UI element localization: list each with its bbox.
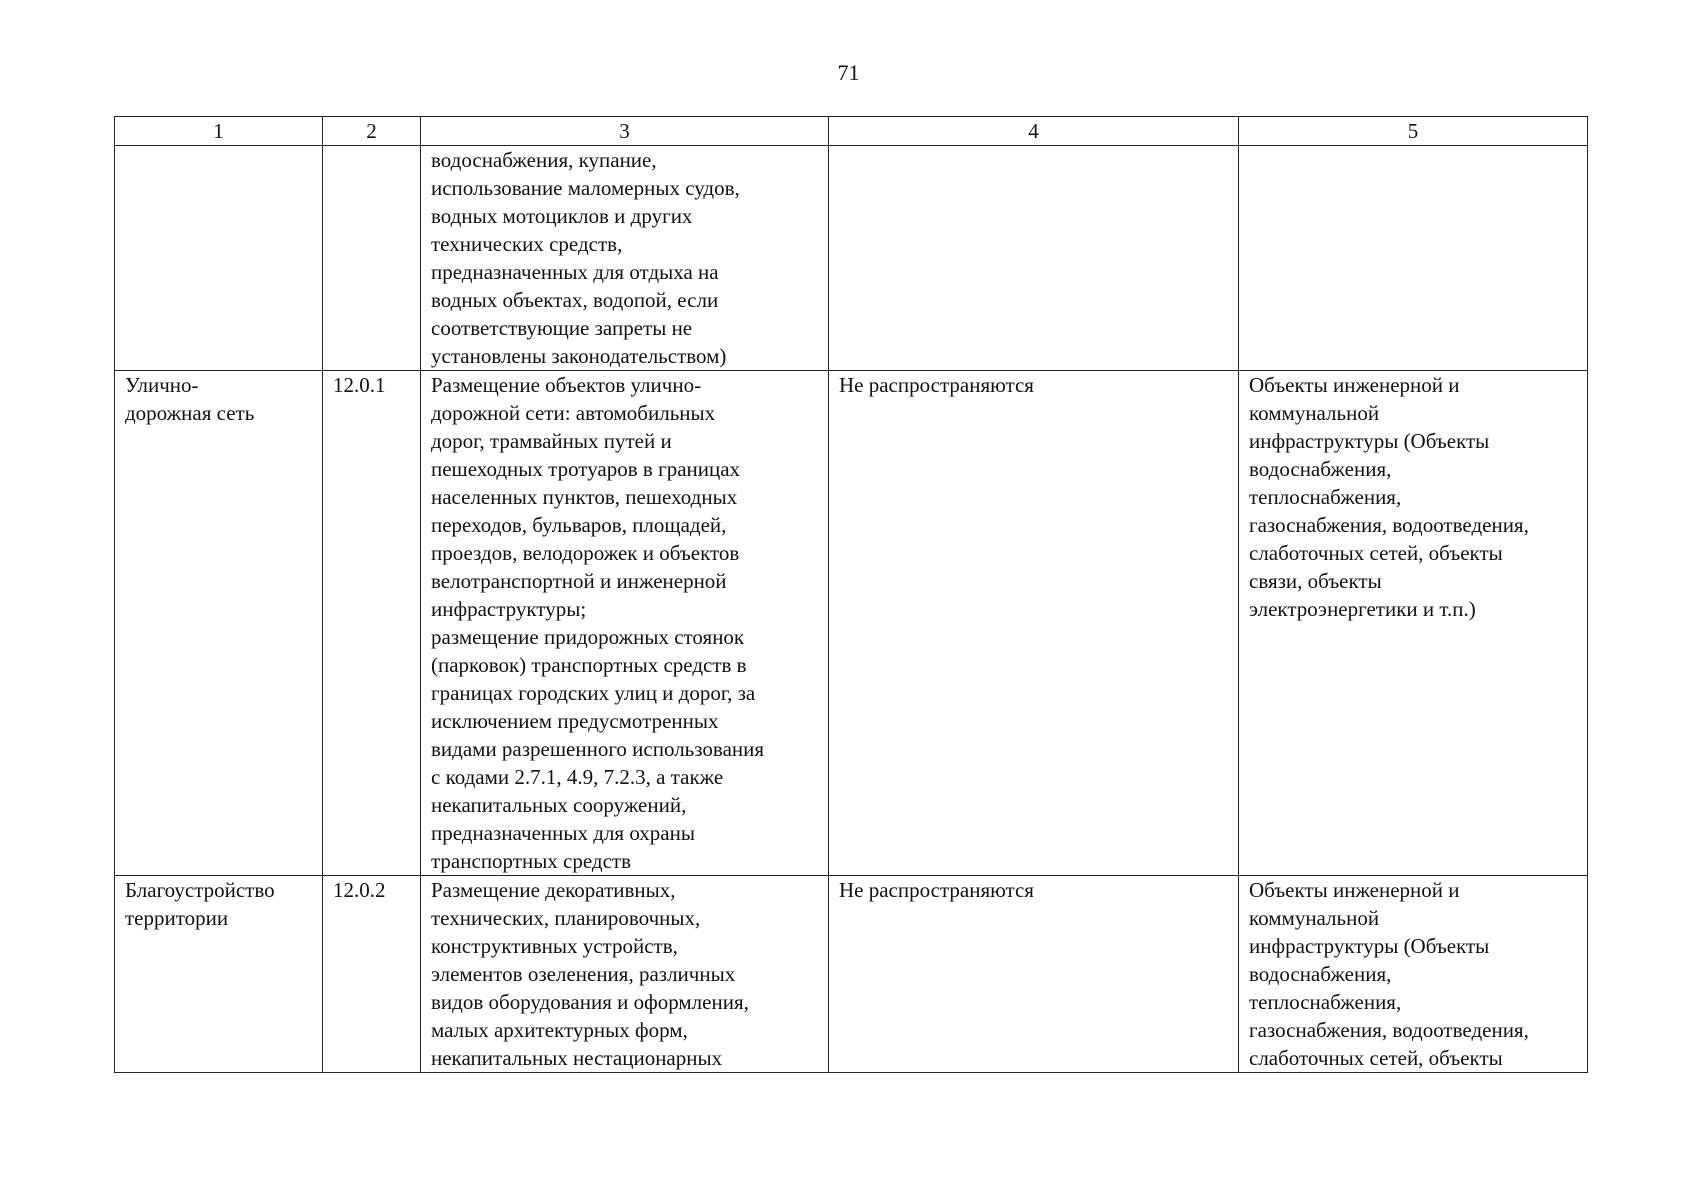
table-row <box>115 876 1588 1073</box>
description-text: водоснабжения, купание, использование маломерных судов, водных мотоциклов и других технических средств, предназначенных для отдыха на водных объектах, водопой, если соответствующие запреты не установлены законодательством) <box>431 148 740 368</box>
header-cell-1: 1 <box>115 117 323 146</box>
description-text: Размещение декоративных, технических, планировочных, конструктивных устройств, элементов озеленения, различных видов оборудования и оформления, малых архитектурных форм, некапитальных нестационарных <box>431 878 749 1070</box>
description-cell <box>421 371 829 876</box>
header-cell-2: 2 <box>323 117 421 146</box>
table-row <box>115 146 1588 371</box>
page-number: 71 <box>837 60 860 85</box>
code-cell <box>323 146 421 371</box>
column-5-cell <box>1239 146 1588 371</box>
column-5-cell <box>1239 876 1588 1073</box>
code-cell <box>323 371 421 876</box>
header-cell-3: 3 <box>421 117 829 146</box>
description-cell <box>421 876 829 1073</box>
column-4-cell <box>829 371 1239 876</box>
document-table <box>114 116 1588 1073</box>
column-4-cell <box>829 146 1239 371</box>
table-header-row <box>115 117 1588 146</box>
code-cell <box>323 876 421 1073</box>
name-cell <box>115 371 323 876</box>
column-5-text: Объекты инженерной и коммунальной инфраструктуры (Объекты водоснабжения, теплоснабжения, газоснабжения, водоотведения, слаботочных сетей, объекты связи, объекты электроэнергетики и т.п.) <box>1249 373 1529 621</box>
column-5-text: Объекты инженерной и коммунальной инфраструктуры (Объекты водоснабжения, теплоснабжения, газоснабжения, водоотведения, слаботочных сетей, объекты <box>1249 878 1529 1070</box>
header-cell-4: 4 <box>829 117 1239 146</box>
column-5-cell <box>1239 371 1588 876</box>
name-text: Благоустройство территории <box>125 878 275 930</box>
column-4-cell <box>829 876 1239 1073</box>
column-4-text: Не распространяются <box>839 878 1034 902</box>
description-cell <box>421 146 829 371</box>
name-cell <box>115 876 323 1073</box>
column-4-text: Не распространяются <box>839 373 1034 397</box>
code-text: 12.0.2 <box>333 878 386 902</box>
name-cell <box>115 146 323 371</box>
description-text: Размещение объектов улично- дорожной сети: автомобильных дорог, трамвайных путей и пешеходных тротуаров в границах населенных пунктов, пешеходных переходов, бульваров, площадей, проездов, велодорожек и объектов велотранспортной и инженерной инфраструктуры; размещение придорожных стоянок (парковок) транспортных средств в границах городских улиц и дорог, за исключением предусмотренных видами разрешенного использования с кодами 2.7.1, 4.9, 7.2.3, а также некапитальных сооружений, предназначенных для охраны транспортных средств <box>431 373 765 873</box>
code-text: 12.0.1 <box>333 373 386 397</box>
name-text: Улично- дорожная сеть <box>125 373 255 425</box>
header-cell-5: 5 <box>1239 117 1588 146</box>
table-row <box>115 371 1588 876</box>
